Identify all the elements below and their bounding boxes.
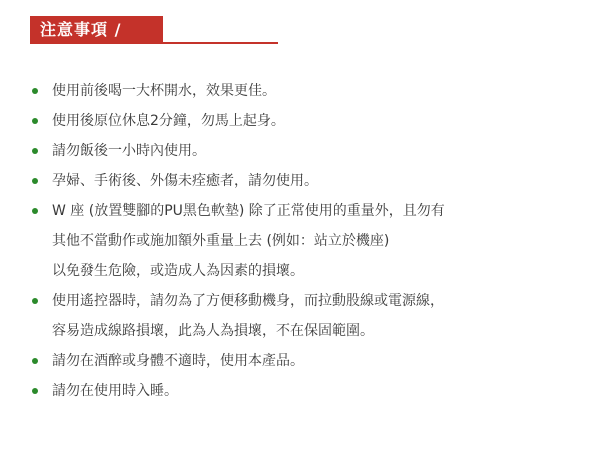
bullet-icon [32, 118, 38, 124]
bullet-icon [32, 298, 38, 304]
list-item [32, 136, 577, 166]
bullet-icon [32, 208, 38, 214]
bullet-icon [32, 178, 38, 184]
section-header [30, 16, 278, 44]
note-text: 請勿在使用時入睡。 [52, 383, 178, 399]
list-item [32, 166, 577, 196]
list-item [32, 196, 577, 286]
note-text: 請勿在酒醉或身體不適時，使用本產品。 [52, 353, 304, 369]
list-item [32, 76, 577, 106]
note-text: 使用前後喝一大杯開水，效果更佳。 [52, 83, 276, 99]
note-text: 其他不當動作或施加額外重量上去 (例如：站立於機座) [52, 233, 390, 249]
note-text: 以免發生危險，或造成人為因素的損壞。 [52, 263, 304, 279]
bullet-icon [32, 388, 38, 394]
bullet-icon [32, 148, 38, 154]
note-text: 孕婦、手術後、外傷未痊癒者，請勿使用。 [52, 173, 318, 189]
bullet-icon [32, 358, 38, 364]
section-title: 注意事項 / [30, 16, 163, 44]
bullet-icon [32, 88, 38, 94]
list-item [32, 376, 577, 406]
note-text: 使用後原位休息2分鐘，勿馬上起身。 [52, 113, 285, 129]
note-text: 容易造成線路損壞，此為人為損壞，不在保固範圍。 [52, 323, 374, 339]
header-underline [30, 42, 278, 44]
note-text: W 座 (放置雙腳的PU黑色軟墊) 除了正常使用的重量外，且勿有 [52, 203, 445, 219]
notes-list [32, 76, 577, 406]
list-item [32, 286, 577, 346]
note-text: 請勿飯後一小時內使用。 [52, 143, 206, 159]
list-item [32, 346, 577, 376]
list-item [32, 106, 577, 136]
note-text: 使用遙控器時，請勿為了方便移動機身，而拉動股線或電源線， [52, 293, 444, 309]
